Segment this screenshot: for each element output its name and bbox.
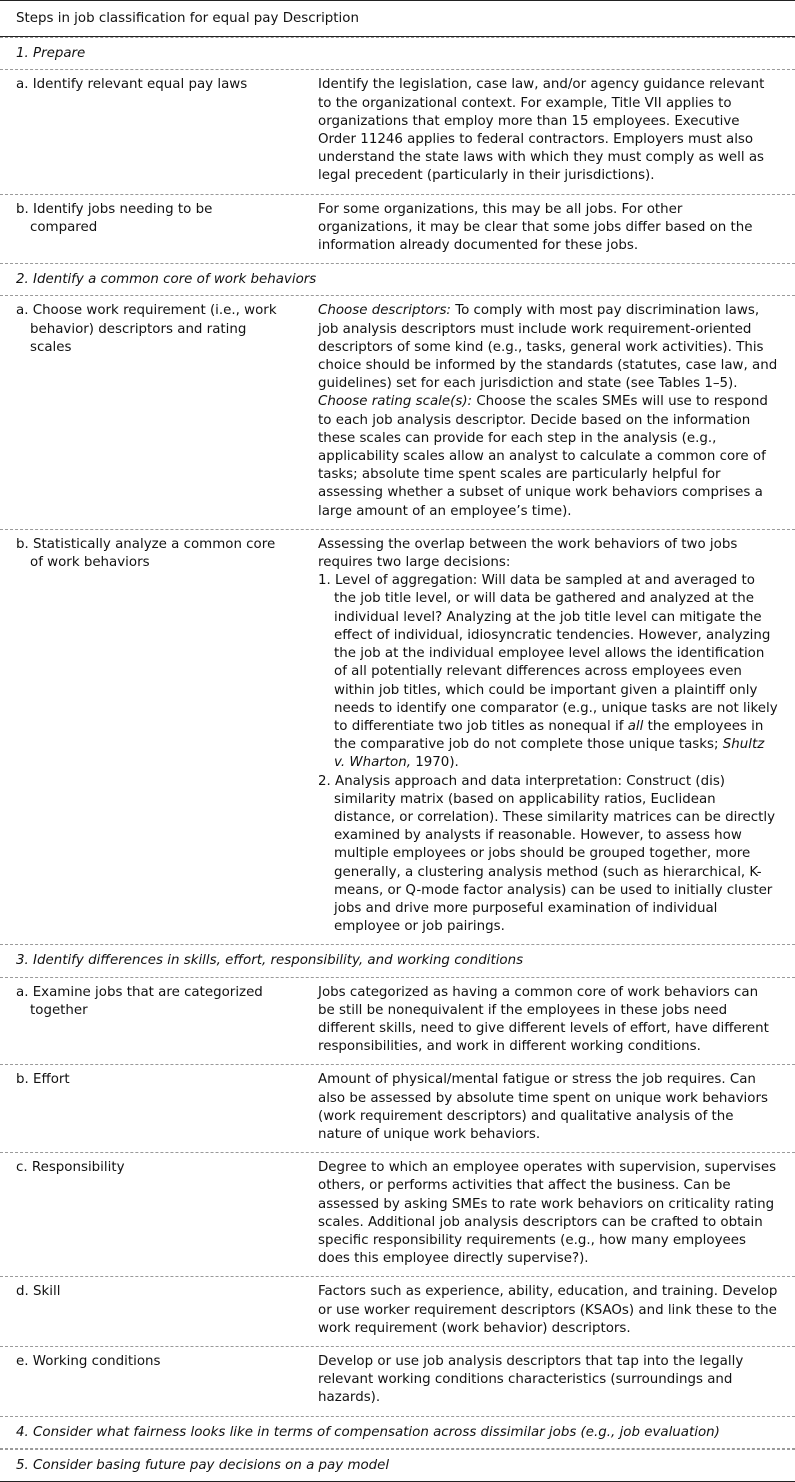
table-row <box>0 194 795 264</box>
step-label: d. Skill <box>16 1284 61 1300</box>
section-1-title: 1. Prepare <box>0 37 795 70</box>
rating-scale-paragraph <box>318 393 778 520</box>
step-description: Identify the legislation, case law, and/or agency guidance relevant to the organizational context. For example, Title VII applies to organizations that employ more than 15 employees. Executive Order 11246 applies to federal contractors. Employers must also understand the state laws with which they must comply as well as legal precedent (particularly in their jurisdictions). <box>318 77 765 184</box>
section-5-title: 5. Consider basing future pay decisions on a pay model <box>0 1449 795 1482</box>
table-row <box>0 978 795 1065</box>
table-header: Steps in job classification for equal pay Description <box>0 1 795 37</box>
table-row <box>0 1152 795 1276</box>
step-label: b. Effort <box>16 1072 70 1088</box>
section-4-title: 4. Consider what fairness looks like in terms of compensation across dissimilar jobs (e.g., job evaluation) <box>0 1416 795 1449</box>
step-label: e. Working conditions <box>16 1354 161 1369</box>
step-description: Factors such as experience, ability, education, and training. Develop or use worker requirement descriptors (KSAOs) and link these to the work requirement (work behavior) descriptors. <box>318 1284 778 1336</box>
step-label: a. Identify relevant equal pay laws <box>16 77 248 93</box>
decision-list <box>318 572 778 936</box>
table-row <box>0 296 795 528</box>
rating-scale-body: Choose the scales SMEs will use to respond to each job analysis descriptor. Decide based on the information these scales can provide for each step in the analysis (e.g., applicability scales allow an analyst to calculate a common core of tasks; absolute time spent scales are particularly helpful for assessing whether a subset of unique work behaviors comprises a large amount of an employee’s time). <box>318 394 768 519</box>
step-description <box>308 536 778 936</box>
table-row <box>0 1346 795 1416</box>
rating-scale-lead: Choose rating scale(s): <box>318 394 473 410</box>
section-2-title: 2. Identify a common core of work behaviors <box>0 263 795 296</box>
section-3-title: 3. Identify differences in skills, effort, responsibility, and working conditions <box>0 944 795 977</box>
table-row <box>0 1064 795 1152</box>
descriptor-lead: Choose descriptors: <box>318 303 451 319</box>
table-row <box>0 70 795 193</box>
step-description: Develop or use job analysis descriptors that tap into the legally relevant working conditions characteristics (surroundings and hazards). <box>318 1354 744 1406</box>
table-row <box>0 1276 795 1346</box>
list-item: 2. Analysis approach and data interpretation: Construct (dis) similarity matrix (based on applicability ratios, Euclidean distance, or correlation). These similarity matrices can be directly examined by analysts if reasonable. However, to assess how multiple employees or jobs should be grouped together, more generally, a clustering analysis method (such as hierarchical, K-means, or Q-mode factor analysis) can be used to initially cluster jobs and drive more purposeful examination of individual employee or job pairings. <box>318 773 776 935</box>
step-description: Jobs categorized as having a common core of work behaviors can be still be nonequivalent if the employees in these jobs need different skills, need to give different levels of effort, have different responsibilities, and work in different working conditions. <box>318 984 769 1055</box>
step-description: Amount of physical/mental fatigue or stress the job requires. Can also be assessed by absolute time spent on unique work behaviors (work requirement descriptors) and qualitative analysis of the nature of unique work behaviors. <box>318 1072 768 1142</box>
step-label: a. Choose work requirement (i.e., work behavior) descriptors and rating scales <box>16 303 277 355</box>
step-description: Degree to which an employee operates with supervision, supervises others, or performs activities that affect the business. Can be assessed by asking SMEs to rate work behaviors on criticality rating scales. Additional job analysis descriptors can be crafted to obtain specific responsibility requirements (e.g., how many employees does this employee directly supervise?). <box>318 1160 777 1267</box>
step-description <box>308 302 778 520</box>
step-description: For some organizations, this may be all jobs. For other organizations, it may be clear that some jobs differ based on the information already documented for these jobs. <box>318 201 753 254</box>
step-label: b. Statistically analyze a common core of work behaviors <box>16 536 276 571</box>
step-label: a. Examine jobs that are categorized together <box>16 984 263 1018</box>
descriptor-paragraph <box>318 302 778 393</box>
list-item: 1. Level of aggregation: Will data be sampled at and averaged to the job title level, or will data be gathered and analyzed at the individual level? Analyzing at the job title level can mitigate the effect of individual, idiosyncratic tendencies. However, analyzing the job at the individual employee level allows the identification of all potentially relevant differences across employees even within job titles, which could be important given a plaintiff only needs to identify one comparator (e.g., unique tasks are not likely to differentiate two job titles as nonequal if all the employees in the comparative job do not complete those unique tasks; Shultz v. Wharton, 1970). <box>318 573 778 771</box>
descriptor-body: To comply with most pay discrimination laws, job analysis descriptors must include work requirement-oriented descriptors of some kind (e.g., tasks, general work activities). This choice should be informed by the standards (statutes, case law, and guidelines) set for each jurisdiction and state (see Tables 1–5). <box>318 303 778 392</box>
step-label: b. Identify jobs needing to be compared <box>16 201 213 235</box>
step-label: c. Responsibility <box>16 1160 125 1176</box>
table-row <box>0 529 795 944</box>
description-intro: Assessing the overlap between the work behaviors of two jobs requires two large decisions: <box>318 536 738 571</box>
